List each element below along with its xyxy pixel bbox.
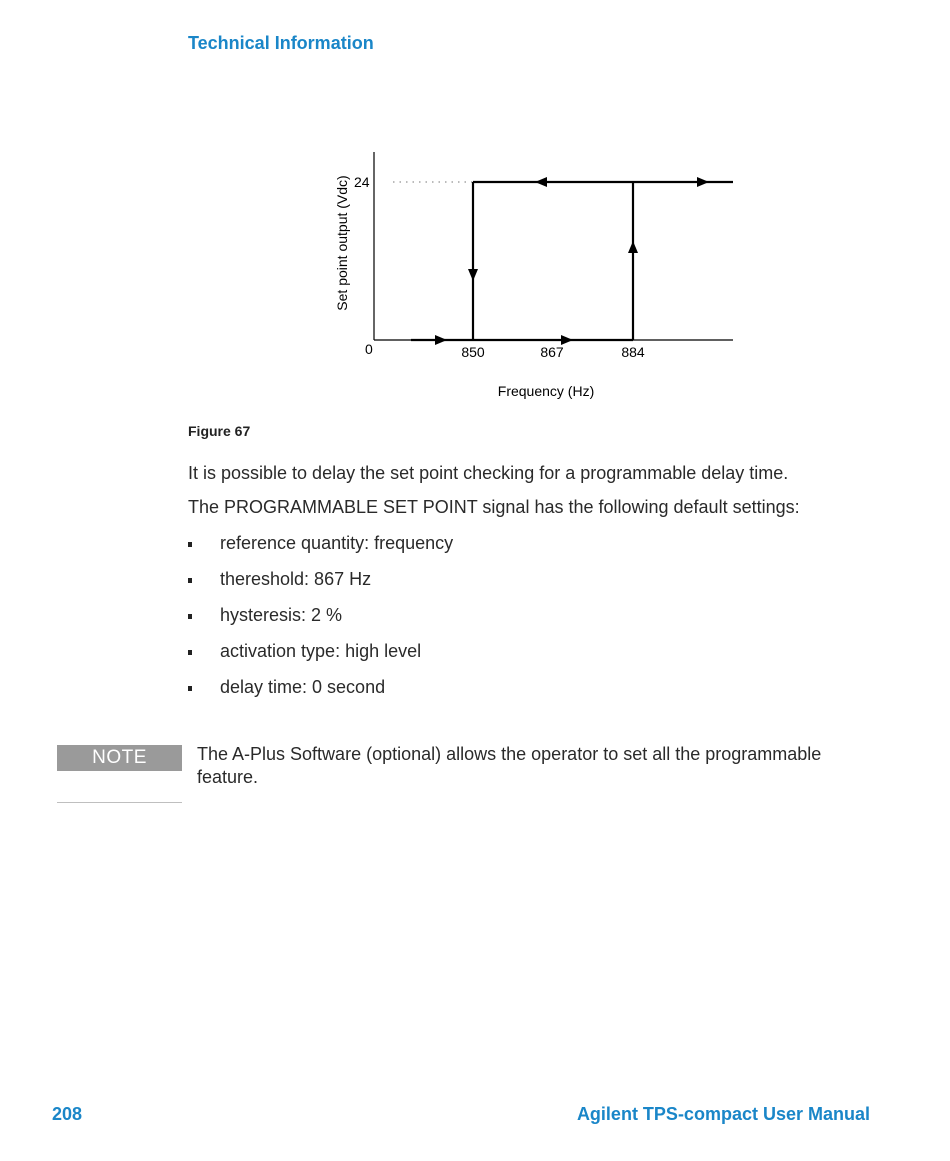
arrow-left-upper bbox=[535, 177, 547, 187]
arrow-right-upper bbox=[697, 177, 709, 187]
hysteresis-chart bbox=[325, 140, 745, 410]
list-item bbox=[188, 641, 453, 677]
bullet-icon bbox=[188, 542, 192, 547]
manual-title: Agilent TPS-compact User Manual bbox=[576, 1104, 870, 1124]
bullet-icon bbox=[188, 686, 192, 691]
hysteresis-figure bbox=[325, 140, 745, 410]
list-item-text: delay time: 0 second bbox=[220, 677, 386, 697]
list-item-text: reference quantity: frequency bbox=[220, 533, 454, 553]
arrow-right-lower-2 bbox=[561, 335, 573, 345]
y-tick-0: 0 bbox=[365, 341, 373, 357]
bullet-icon bbox=[188, 650, 192, 655]
figure-caption: Figure 67 bbox=[188, 423, 251, 439]
list-item bbox=[188, 533, 453, 569]
bullet-icon bbox=[188, 614, 192, 619]
x-tick-867: 867 bbox=[540, 344, 564, 360]
list-item-text: hysteresis: 2 % bbox=[220, 605, 343, 625]
x-axis-label: Frequency (Hz) bbox=[497, 383, 595, 399]
bullet-icon bbox=[188, 578, 192, 583]
default-settings-list bbox=[188, 533, 453, 713]
arrow-up-rising bbox=[628, 241, 638, 253]
list-item bbox=[188, 569, 453, 605]
list-item bbox=[188, 677, 453, 713]
x-tick-850: 850 bbox=[461, 344, 485, 360]
section-header: Technical Information bbox=[188, 33, 374, 53]
list-item-text: activation type: high level bbox=[220, 641, 422, 661]
y-axis-label: Set point output (Vdc) bbox=[334, 175, 350, 311]
x-tick-884: 884 bbox=[621, 344, 645, 360]
body-paragraph-2: The PROGRAMMABLE SET POINT signal has the following default settings: bbox=[188, 497, 800, 517]
body-paragraph-1: It is possible to delay the set point checking for a programmable delay time. bbox=[188, 463, 789, 483]
note-label: NOTE bbox=[57, 745, 182, 771]
page-number: 208 bbox=[52, 1104, 83, 1124]
list-item bbox=[188, 605, 453, 641]
y-tick-24: 24 bbox=[354, 174, 370, 190]
note-text: The A-Plus Software (optional) allows the operator to set all the programmable feature. bbox=[197, 744, 822, 787]
list-item-text: thereshold: 867 Hz bbox=[220, 569, 372, 589]
note-divider bbox=[57, 802, 182, 803]
arrow-down-falling bbox=[468, 269, 478, 281]
arrow-right-lower-1 bbox=[435, 335, 447, 345]
